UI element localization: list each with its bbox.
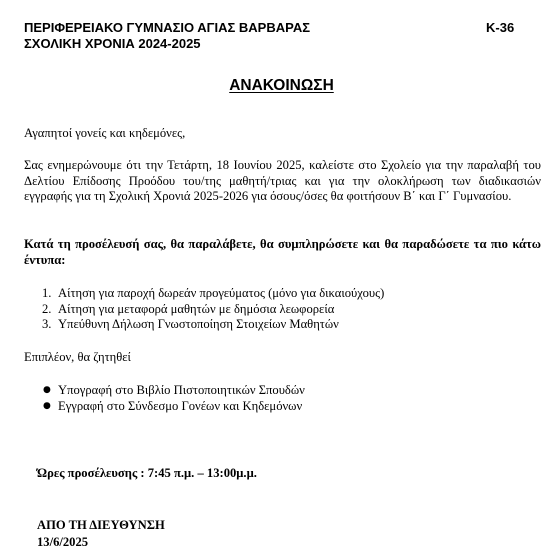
list-item: ● Εγγραφή στο Σύνδεσμο Γονέων και Κηδεμόνων bbox=[43, 398, 303, 413]
forms-list bbox=[24, 286, 384, 333]
list-number: 3. bbox=[42, 317, 52, 331]
intro-paragraph: Σας ενημερώνουμε ότι την Τετάρτη, 18 Ιουνίου 2025, καλείστε στο Σχολείο για την παραλαβή του Δελτίου Επίδοσης Προόδου του/της μαθητή/τριας και για την ολοκλήρωση των διαδικασιών εγγραφής για τη Σχολική Χρονιά 2025-2026 για όσους/όσες θα φοιτήσουν Β΄ και Γ΄ Γυμνασίου. bbox=[24, 158, 541, 203]
additional-list bbox=[24, 383, 305, 414]
announcement-title: ΑΝΑΚΟΙΝΩΣΗ bbox=[229, 77, 334, 94]
list-number: 1. bbox=[42, 286, 52, 300]
additional-intro: Επιπλέον, θα ζητηθεί bbox=[24, 350, 131, 364]
list-item: 2. Αίτηση για μεταφορά μαθητών με δημόσια λεωφορεία bbox=[42, 301, 335, 316]
bullet-icon: ● bbox=[43, 400, 51, 411]
bullet-icon: ● bbox=[43, 385, 51, 395]
greeting: Αγαπητοί γονείς και κηδεμόνες, bbox=[24, 126, 186, 140]
list-item: ● Υπογραφή στο Βιβλίο Πιστοποιητικών Σπουδών bbox=[43, 383, 305, 397]
list-item: 1. Αίτηση για παροχή δωρεάν προγεύματος (μόνο για δικαιούχους) bbox=[42, 286, 385, 300]
signature-date: 13/6/2025 bbox=[37, 535, 89, 549]
instruction-paragraph: Κατά τη προσέλευσή σας, θα παραλάβετε, θα συμπληρώσετε και θα παραδώσετε τα πιο κάτω έντυπα: bbox=[24, 237, 541, 267]
signature-from: ΑΠΟ ΤΗ ΔΙΕΥΘΥΝΣΗ bbox=[37, 518, 165, 532]
school-name: ΠΕΡΙΦΕΡΕΙΑΚΟ ΓΥΜΝΑΣΙΟ ΑΓΙΑΣ ΒΑΡΒΑΡΑΣ bbox=[24, 20, 311, 35]
list-number: 2. bbox=[42, 301, 52, 316]
opening-hours: Ώρες προσέλευσης : 7:45 π.μ. – 13:00μ.μ. bbox=[37, 466, 257, 480]
document-code: Κ-36 bbox=[486, 20, 515, 35]
list-item: 3. Υπεύθυνη Δήλωση Γνωστοποίηση Στοιχείων Μαθητών bbox=[42, 317, 339, 331]
school-year: ΣΧΟΛΙΚΗ ΧΡΟΝΙΑ 2024-2025 bbox=[24, 36, 201, 51]
